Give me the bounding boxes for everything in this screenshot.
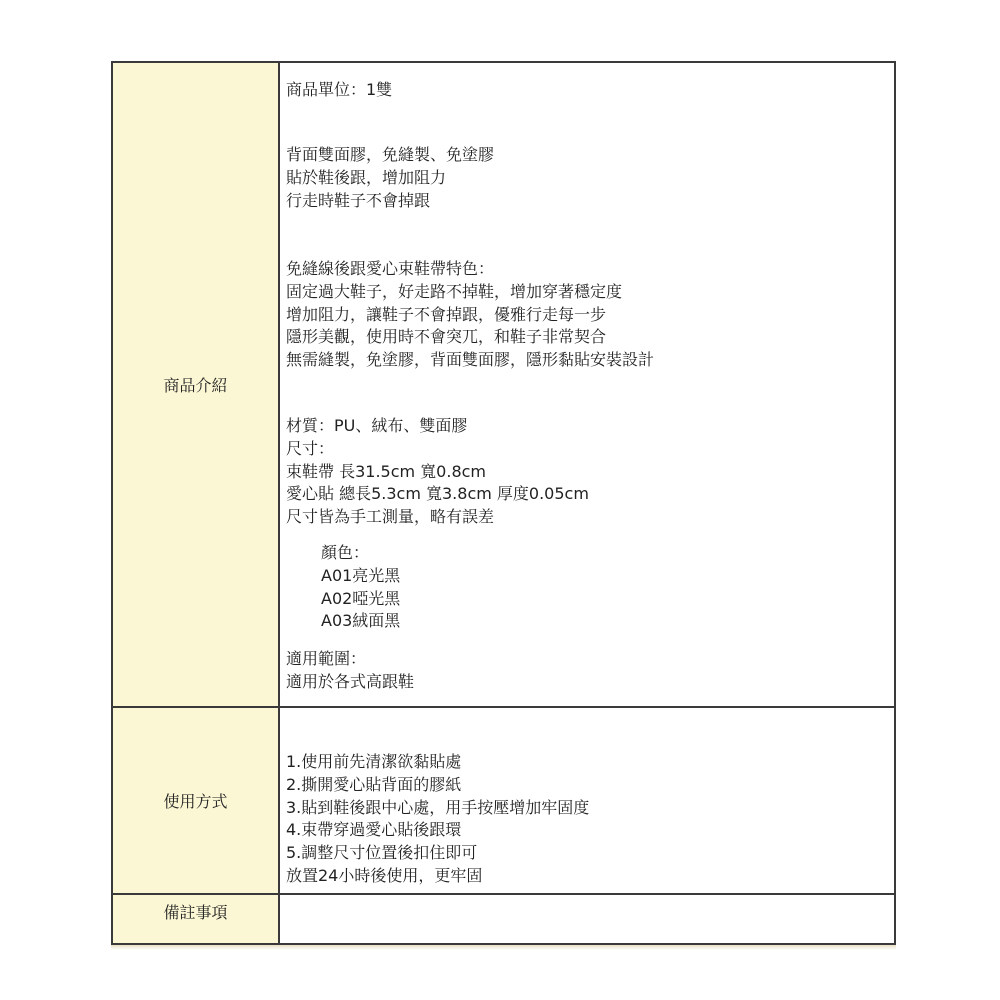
- text-line: 愛心貼 總長5.3cm 寬3.8cm 厚度0.05cm: [286, 484, 589, 504]
- usage-label: 使用方式: [163, 792, 228, 811]
- text-line: 行走時鞋子不會掉跟: [286, 190, 431, 210]
- text-line: 尺寸：: [286, 438, 335, 458]
- notes-content: [280, 895, 894, 943]
- usage-step: 放置24小時後使用，更牢固: [286, 865, 483, 885]
- colors-block: [321, 542, 400, 633]
- table-bottom-shadow: [111, 945, 896, 950]
- text-line: 束鞋帶 長31.5cm 寬0.8cm: [286, 461, 487, 481]
- adhesive-block: [286, 144, 494, 212]
- product-intro-label: 商品介紹: [163, 376, 228, 395]
- usage-label-cell: [113, 708, 280, 895]
- product-intro-content: [280, 63, 894, 708]
- text-line: 固定過大鞋子，好走路不掉鞋，增加穿著穩定度: [286, 281, 623, 301]
- text-line: 顏色：: [321, 543, 370, 562]
- text-line: A01亮光黑: [321, 565, 401, 585]
- features-block: [286, 258, 654, 372]
- material-size-block: [286, 415, 589, 529]
- usage-step: 4.束帶穿過愛心貼後跟環: [286, 820, 462, 840]
- text-line: 背面雙面膠，免縫製、免塗膠: [286, 145, 495, 164]
- unit-block: [286, 79, 392, 102]
- usage-step: 5.調整尺寸位置後扣住即可: [286, 843, 478, 863]
- usage-step: 1.使用前先清潔欲黏貼處: [286, 752, 462, 771]
- text-line: 適用於各式高跟鞋: [286, 671, 415, 691]
- text-line: 材質：PU、絨布、雙面膠: [286, 416, 468, 435]
- usage-step: 3.貼到鞋後跟中心處，用手按壓增加牢固度: [286, 797, 590, 817]
- usage-steps: [286, 751, 589, 888]
- text-line: 尺寸皆為手工測量，略有誤差: [286, 507, 495, 527]
- text-line: A02啞光黑: [321, 588, 401, 608]
- text-line: 貼於鞋後跟，增加阻力: [286, 167, 447, 187]
- product-intro-label-cell: [113, 63, 280, 708]
- notes-label-cell: [113, 895, 280, 943]
- usage-step: 2.撕開愛心貼背面的膠紙: [286, 774, 462, 794]
- text-line: 隱形美觀，使用時不會突兀，和鞋子非常契合: [286, 327, 607, 347]
- usage-content: [280, 708, 894, 895]
- text-line: 適用範圍：: [286, 649, 367, 668]
- text-line: 商品單位：1雙: [286, 80, 393, 99]
- text-line: 增加阻力，讓鞋子不會掉跟，優雅行走每一步: [286, 304, 607, 324]
- text-line: 免縫線後跟愛心束鞋帶特色：: [286, 259, 495, 278]
- applicable-block: [286, 648, 414, 694]
- notes-label: 備註事項: [163, 903, 228, 922]
- text-line: A03絨面黑: [321, 611, 401, 631]
- text-line: 無需縫製，免塗膠，背面雙面膠，隱形黏貼安裝設計: [286, 350, 655, 370]
- product-info-table: [111, 61, 896, 945]
